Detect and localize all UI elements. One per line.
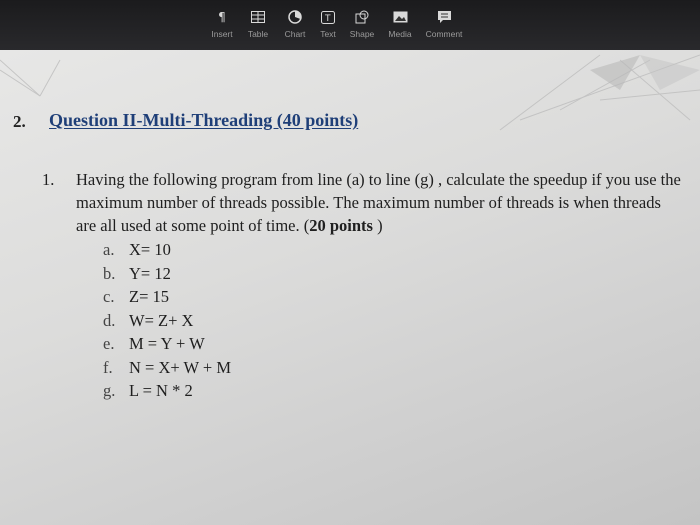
media-label: Media	[388, 29, 412, 39]
question-number: 2.	[13, 112, 26, 131]
program-lines	[103, 238, 231, 403]
program-line	[103, 356, 231, 380]
line-code: M = Y + W	[129, 334, 205, 353]
program-line	[103, 332, 231, 356]
program-line	[103, 262, 231, 286]
svg-text:T: T	[325, 13, 331, 24]
line-code: N = X+ W + M	[129, 357, 232, 377]
line-label: g.	[103, 381, 116, 400]
media-icon	[390, 8, 410, 26]
comment-icon	[434, 8, 454, 26]
points-text: 20 points	[309, 216, 373, 235]
program-line	[103, 285, 231, 309]
shape-icon	[352, 8, 372, 26]
line-label: b.	[103, 263, 116, 283]
text-icon	[318, 8, 338, 26]
item-text	[76, 168, 682, 237]
question-title: Question II-Multi-Threading (40 points)	[49, 110, 359, 130]
item-number: 1.	[42, 170, 55, 189]
line-label: e.	[103, 334, 115, 353]
line-code: Z= 15	[129, 287, 170, 306]
line-label: c.	[103, 287, 115, 306]
line-code: L = N * 2	[129, 381, 193, 400]
text-label: Text	[320, 29, 336, 39]
line-label: d.	[103, 310, 116, 330]
comment-button[interactable]	[419, 8, 469, 46]
line-code: X= 10	[129, 240, 171, 259]
body-text: Having the following program from line (a) to line (g) , calculate the speedup if you use the maximum number of threads possible. The maximum number of threads is when threads are all used at some point of time. (	[76, 170, 681, 235]
line-label: a.	[103, 240, 115, 259]
toolbar	[0, 0, 700, 50]
program-line	[103, 309, 231, 333]
insert-label: Insert	[211, 29, 233, 39]
chart-label: Chart	[284, 29, 306, 39]
media-button[interactable]	[375, 8, 425, 46]
line-code: W= Z+ X	[129, 310, 194, 330]
body-close: )	[372, 216, 383, 235]
shape-label: Shape	[349, 29, 375, 39]
line-code: Y= 12	[129, 263, 171, 283]
program-line	[103, 379, 231, 403]
question-paragraph	[42, 168, 682, 237]
chart-icon	[285, 8, 305, 26]
line-label: f.	[103, 357, 113, 377]
program-line	[103, 238, 231, 262]
comment-label: Comment	[425, 29, 463, 39]
table-icon	[248, 8, 268, 26]
paragraph-icon: ¶	[218, 10, 226, 24]
table-label: Table	[247, 29, 269, 39]
